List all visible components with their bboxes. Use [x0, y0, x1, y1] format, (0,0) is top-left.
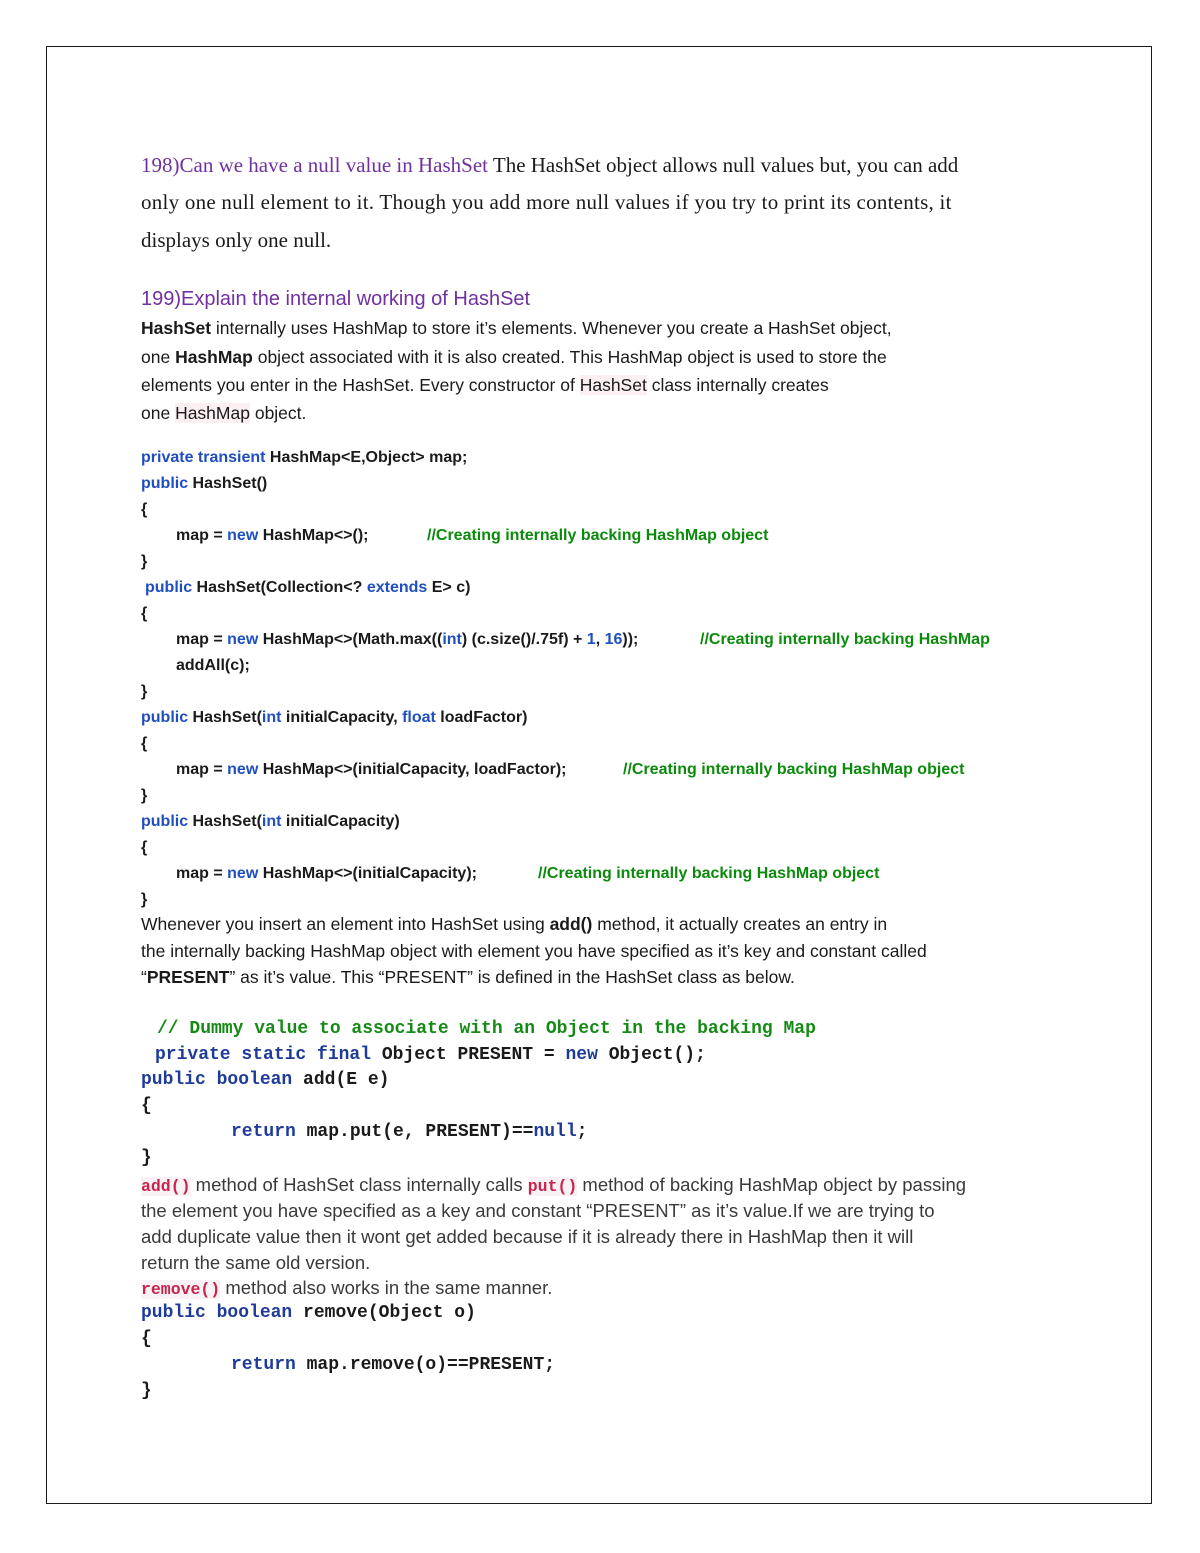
code3-brace-close: }: [141, 1381, 152, 1401]
q199-p2-line-1: [141, 914, 887, 935]
code-text: HashSet(): [188, 475, 268, 492]
q199-p2-l1-pre: Whenever you insert an element into HashSet using: [141, 914, 550, 934]
q199-p3-l5-text: method also works in the same manner.: [220, 1277, 553, 1298]
q199-p1-line-4: [141, 403, 306, 424]
code1-comment-1: //Creating internally backing HashMap object: [427, 527, 769, 544]
present-bold: PRESENT: [146, 967, 230, 987]
q199-p2-line-2: the internally backing HashMap object with element you have specified as it’s key and constant called: [141, 941, 927, 961]
code-text: HashMap<>();: [258, 527, 369, 544]
code-text: HashSet(Collection<?: [192, 579, 367, 596]
hashmap-bold: HashMap: [175, 347, 253, 367]
code1-brace-open-4: {: [141, 839, 148, 856]
code-keyword: int: [442, 631, 462, 648]
code2-brace-open: {: [141, 1096, 152, 1116]
q198-line-2: only one null element to it. Though you add more null values if you try to print its contents, it: [141, 190, 952, 214]
code1-brace-close-1: }: [141, 553, 148, 570]
code-keyword: new: [565, 1045, 598, 1065]
code-text: ;: [576, 1122, 588, 1142]
code-text: remove(Object o): [292, 1303, 476, 1323]
q199-p1-l4-text: object.: [249, 403, 307, 423]
code3-line-1: [141, 1303, 476, 1323]
code1-line-2: [141, 475, 267, 493]
code-text: HashSet(: [188, 813, 262, 830]
code1-comment-3: //Creating internally backing HashMap object: [623, 761, 965, 778]
code-text: initialCapacity,: [281, 709, 403, 726]
code-keyword: int: [261, 813, 282, 830]
q199-p2-l1-text: method, it actually creates an entry in: [592, 914, 888, 934]
code-text: HashMap<>(initialCapacity);: [258, 865, 477, 882]
code-text: ));: [622, 631, 639, 648]
code-keyword: new: [227, 865, 259, 882]
code1-line-1: [141, 449, 467, 467]
code-text: HashMap<>(initialCapacity, loadFactor);: [258, 761, 567, 778]
q199-p1-l2-pre: one: [141, 347, 176, 367]
hashset-bold: HashSet: [141, 318, 212, 338]
q199-p3-line-1: [141, 1174, 966, 1196]
code-text: map.remove(o)==PRESENT;: [295, 1355, 556, 1375]
code1-line-15: [141, 813, 400, 831]
code-text: map.put(e, PRESENT)==: [295, 1122, 534, 1142]
q199-p2-line-3: [141, 967, 795, 988]
code2-line-5: [231, 1122, 587, 1142]
code-keyword: private transient: [141, 449, 266, 466]
code-keyword: null: [533, 1122, 577, 1142]
q199-p2-quote: “: [141, 967, 147, 987]
q199-p3-line-4: return the same old version.: [141, 1252, 371, 1273]
code-text: add(E e): [292, 1070, 390, 1090]
code-text: ,: [595, 631, 605, 648]
code-text: ) (c.size()/.75f) +: [461, 631, 587, 648]
q199-p1-l3-pre: elements you enter in the HashSet. Every constructor of: [141, 375, 580, 395]
q199-p1-l3-text: class internally creates: [646, 375, 829, 395]
code-keyword: public: [141, 475, 189, 492]
code2-line-2: [155, 1045, 706, 1065]
q199-p3-line-2: the element you have specified as a key and constant “PRESENT” as it’s value.If we are trying to: [141, 1200, 935, 1221]
code-text: map =: [176, 865, 228, 882]
code2-line-3: [141, 1070, 389, 1090]
q198-line-1: [141, 153, 958, 178]
code-keyword: int: [261, 709, 282, 726]
code-text: map =: [176, 761, 228, 778]
code-text: map =: [176, 631, 228, 648]
code-keyword: new: [227, 631, 259, 648]
code1-comment-2: //Creating internally backing HashMap: [700, 631, 990, 648]
code-text: Object PRESENT =: [371, 1045, 566, 1065]
code1-brace-close-4: }: [141, 891, 148, 908]
code-text: HashSet(: [188, 709, 262, 726]
code1-line-13: [176, 761, 566, 779]
q199-p3-l1-text: method of HashSet class internally calls: [190, 1174, 528, 1195]
code-keyword: public: [145, 579, 193, 596]
code1-brace-open-1: {: [141, 501, 148, 518]
code1-brace-open-2: {: [141, 605, 148, 622]
remove-inline-code: remove(): [141, 1280, 221, 1299]
code1-brace-open-3: {: [141, 735, 148, 752]
code-keyword: new: [227, 527, 259, 544]
q198-heading: 198)Can we have a null value in HashSet: [141, 153, 488, 177]
code-number: 1: [586, 631, 596, 648]
q199-p1-l4-pre: one: [141, 403, 176, 423]
code-text: HashMap<>(Math.max((: [258, 631, 443, 648]
code-keyword: private static final: [155, 1045, 372, 1065]
q199-p3-line-5: [141, 1277, 552, 1299]
q199-p3-line-3: add duplicate value then it wont get added because if it is already there in HashMap then it will: [141, 1226, 914, 1247]
code3-line-3: [231, 1355, 555, 1375]
code1-line-9: addAll(c);: [176, 657, 250, 674]
q199-p1-l1-text: internally uses HashMap to store it’s elements. Whenever you create a HashSet object,: [211, 318, 892, 338]
code3-brace-open: {: [141, 1329, 152, 1349]
code-keyword: public boolean: [141, 1303, 293, 1323]
code-text: E> c): [427, 579, 471, 596]
code-keyword: public: [141, 709, 189, 726]
code1-line-8: [176, 631, 638, 649]
hashset-highlight: HashSet: [579, 375, 647, 395]
code-number: 16: [604, 631, 623, 648]
hashmap-highlight: HashMap: [175, 403, 250, 423]
code-keyword: extends: [366, 579, 428, 596]
code-text: HashMap<E,Object> map;: [265, 449, 468, 466]
code1-line-11: [141, 709, 527, 727]
q198-line-3: displays only one null.: [141, 228, 332, 252]
code-text: loadFactor): [435, 709, 528, 726]
code1-line-4: [176, 527, 369, 545]
code-keyword: public: [141, 813, 189, 830]
code-text: initialCapacity): [281, 813, 400, 830]
add-inline-code: add(): [141, 1177, 191, 1196]
code-keyword: return: [231, 1122, 296, 1142]
q199-p2-l3-text: ” as it’s value. This “PRESENT” is defined in the HashSet class as below.: [229, 967, 795, 987]
code1-comment-4: //Creating internally backing HashMap object: [538, 865, 880, 882]
code-keyword: new: [227, 761, 259, 778]
q199-heading: 199)Explain the internal working of HashSet: [141, 288, 531, 310]
code1-line-6: [145, 579, 470, 597]
put-inline-code: put(): [527, 1177, 578, 1196]
code-text: Object();: [597, 1045, 706, 1065]
code-keyword: return: [231, 1355, 296, 1375]
code1-brace-close-3: }: [141, 787, 148, 804]
q199-p1-line-2: [141, 347, 887, 368]
code2-comment: // Dummy value to associate with an Object in the backing Map: [157, 1019, 816, 1039]
code-keyword: public boolean: [141, 1070, 293, 1090]
q199-p1-line-3: [141, 375, 829, 396]
q199-p1-l2-text: object associated with it is also created. This HashMap object is used to store the: [252, 347, 887, 367]
code2-brace-close: }: [141, 1148, 152, 1168]
q198-answer-start: The HashSet object allows null values but, you can add: [488, 153, 959, 177]
q199-p3-l1-rest: method of backing HashMap object by passing: [577, 1174, 967, 1195]
code1-line-17: [176, 865, 477, 883]
add-bold: add(): [549, 914, 593, 934]
code-text: map =: [176, 527, 228, 544]
q199-p1-line-1: [141, 318, 892, 339]
code-keyword: float: [402, 709, 436, 726]
code1-brace-close-2: }: [141, 683, 148, 700]
